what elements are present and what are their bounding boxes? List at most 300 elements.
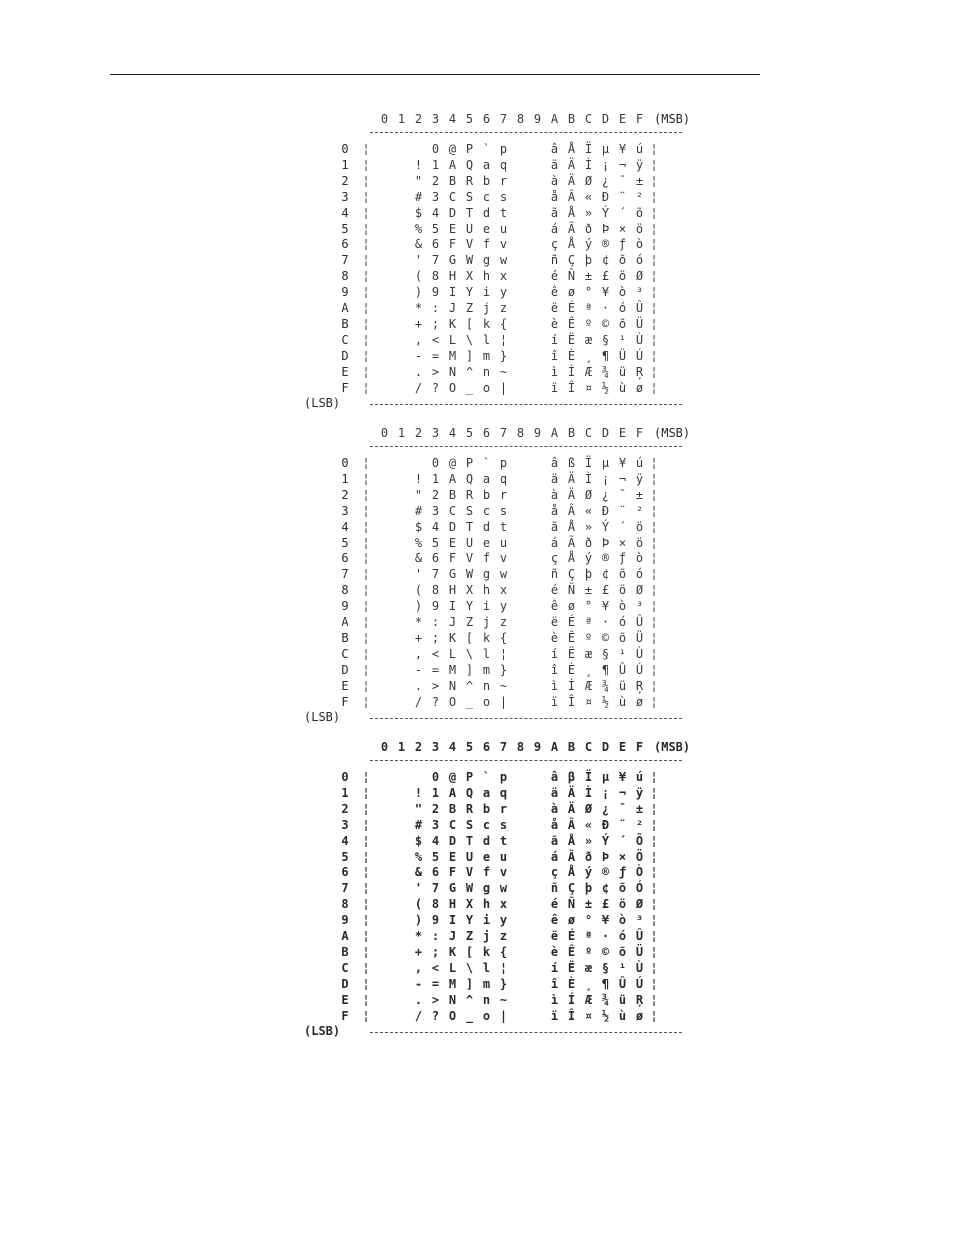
char-cell: å bbox=[550, 817, 559, 832]
right-separator: ¦ bbox=[650, 487, 658, 502]
char-cell: ø bbox=[635, 694, 644, 709]
char-cell: Å bbox=[567, 551, 576, 566]
column-header: F bbox=[635, 426, 644, 440]
char-cell: ¨ bbox=[618, 189, 627, 204]
right-separator: ¦ bbox=[650, 865, 658, 880]
char-cell: * bbox=[414, 301, 423, 315]
char-cell: ¿ bbox=[601, 487, 610, 502]
char-cell: Â bbox=[567, 817, 576, 832]
char-cell: R bbox=[465, 487, 474, 502]
column-header: 6 bbox=[482, 426, 491, 440]
column-header: D bbox=[601, 740, 610, 754]
char-cell: Ë bbox=[567, 332, 576, 347]
char-cell: ë bbox=[550, 615, 559, 629]
char-cell: m bbox=[482, 348, 491, 363]
char-cell: z bbox=[499, 615, 508, 629]
char-cell: W bbox=[465, 253, 474, 268]
left-separator: ¦ bbox=[362, 976, 370, 991]
char-cell: õ bbox=[618, 881, 627, 896]
char-cell: G bbox=[448, 567, 457, 582]
char-cell: h bbox=[482, 583, 491, 598]
column-header: 7 bbox=[499, 740, 508, 754]
char-cell: ¸ bbox=[584, 348, 593, 363]
char-cell: m bbox=[482, 976, 491, 991]
right-separator: ¦ bbox=[650, 785, 658, 800]
row-header: D bbox=[341, 662, 349, 677]
char-cell: ï bbox=[550, 380, 559, 395]
char-cell: [ bbox=[465, 944, 474, 959]
right-separator: ¦ bbox=[650, 332, 658, 347]
left-separator: ¦ bbox=[362, 332, 370, 347]
char-cell: ] bbox=[465, 348, 474, 363]
char-cell: 4 bbox=[431, 833, 440, 848]
char-cell: t bbox=[499, 205, 508, 220]
right-separator: ¦ bbox=[650, 976, 658, 991]
char-cell: ) bbox=[414, 285, 423, 300]
left-separator: ¦ bbox=[362, 1008, 370, 1023]
char-cell: V bbox=[465, 237, 474, 252]
char-cell: Ê bbox=[567, 316, 576, 331]
char-cell: Ù bbox=[635, 332, 644, 347]
column-header: A bbox=[550, 112, 559, 126]
char-cell: Ä bbox=[567, 785, 576, 800]
lsb-label: (LSB) bbox=[304, 1024, 341, 1039]
char-cell: T bbox=[465, 833, 474, 848]
char-cell: 0 bbox=[431, 142, 440, 156]
char-cell: Ú bbox=[635, 662, 644, 677]
left-separator: ¦ bbox=[362, 503, 370, 518]
char-cell: § bbox=[601, 646, 610, 661]
char-cell: S bbox=[465, 189, 474, 204]
char-cell: õ bbox=[618, 253, 627, 268]
char-cell: P bbox=[465, 142, 474, 156]
char-cell: ½ bbox=[601, 694, 610, 709]
char-cell: ó bbox=[635, 253, 644, 268]
char-cell: µ bbox=[601, 770, 610, 784]
left-separator: ¦ bbox=[362, 348, 370, 363]
char-cell: Å bbox=[567, 519, 576, 534]
char-cell: 9 bbox=[431, 599, 440, 614]
char-cell: Ù bbox=[635, 960, 644, 975]
char-cell: Ì bbox=[584, 157, 593, 172]
right-separator: ¦ bbox=[650, 929, 658, 943]
msb-label: (MSB) bbox=[654, 112, 691, 126]
char-cell: Ý bbox=[601, 833, 610, 848]
char-cell: á bbox=[550, 221, 559, 236]
char-cell: ¹ bbox=[618, 646, 627, 661]
char-cell: Ä bbox=[567, 471, 576, 486]
char-cell: 2 bbox=[431, 801, 440, 816]
row-header: 5 bbox=[341, 221, 349, 236]
char-cell: æ bbox=[584, 332, 593, 347]
right-separator: ¦ bbox=[650, 316, 658, 331]
char-cell: Ý bbox=[601, 205, 610, 220]
char-cell: ¶ bbox=[601, 976, 610, 991]
char-cell: q bbox=[499, 157, 508, 172]
char-cell: Ä bbox=[567, 157, 576, 172]
char-cell: b bbox=[482, 487, 491, 502]
char-cell: B bbox=[448, 801, 457, 816]
left-separator: ¦ bbox=[362, 364, 370, 379]
char-cell: 8 bbox=[431, 583, 440, 598]
char-cell: : bbox=[431, 301, 440, 315]
char-cell: k bbox=[482, 944, 491, 959]
right-separator: ¦ bbox=[650, 189, 658, 204]
char-cell: V bbox=[465, 551, 474, 566]
char-cell: g bbox=[482, 567, 491, 582]
char-cell: © bbox=[601, 944, 610, 959]
char-cell: æ bbox=[584, 646, 593, 661]
char-cell: ! bbox=[414, 157, 423, 172]
char-cell: Ê bbox=[567, 630, 576, 645]
char-cell: ² bbox=[635, 189, 644, 204]
row-header: 7 bbox=[341, 881, 349, 896]
char-cell: s bbox=[499, 503, 508, 518]
char-cell: ó bbox=[618, 615, 627, 629]
char-cell: º bbox=[584, 316, 593, 331]
left-separator: ¦ bbox=[362, 785, 370, 800]
column-header: 3 bbox=[431, 426, 440, 440]
column-header: 0 bbox=[380, 426, 389, 440]
char-cell: r bbox=[499, 801, 508, 816]
left-separator: ¦ bbox=[362, 833, 370, 848]
char-cell: _ bbox=[465, 380, 474, 395]
char-cell: ó bbox=[635, 567, 644, 582]
left-separator: ¦ bbox=[362, 487, 370, 502]
char-cell: ä bbox=[550, 471, 559, 486]
column-header: F bbox=[635, 112, 644, 126]
row-header: 6 bbox=[341, 865, 349, 880]
char-cell: 8 bbox=[431, 897, 440, 912]
left-separator: ¦ bbox=[362, 599, 370, 614]
char-cell: ¥ bbox=[601, 285, 610, 300]
char-cell: C bbox=[448, 503, 457, 518]
bottom-dashed-rule bbox=[370, 1032, 682, 1033]
right-separator: ¦ bbox=[650, 992, 658, 1007]
char-cell: Í bbox=[567, 678, 576, 693]
char-cell: ¦ bbox=[499, 646, 508, 661]
char-cell: ³ bbox=[635, 285, 644, 300]
char-cell: M bbox=[448, 662, 457, 677]
char-cell: è bbox=[550, 316, 559, 331]
row-header: 1 bbox=[341, 157, 349, 172]
char-cell: { bbox=[499, 944, 508, 959]
char-cell: } bbox=[499, 662, 508, 677]
char-cell: y bbox=[499, 913, 508, 928]
char-cell: ¥ bbox=[601, 599, 610, 614]
right-separator: ¦ bbox=[650, 157, 658, 172]
char-cell: ' bbox=[414, 881, 423, 896]
left-separator: ¦ bbox=[362, 913, 370, 928]
right-separator: ¦ bbox=[650, 348, 658, 363]
char-cell: ì bbox=[550, 678, 559, 693]
char-cell: ø bbox=[635, 1008, 644, 1023]
right-separator: ¦ bbox=[650, 817, 658, 832]
msb-label: (MSB) bbox=[654, 740, 691, 754]
row-header: 4 bbox=[341, 833, 349, 848]
left-separator: ¦ bbox=[362, 801, 370, 816]
row-header: 0 bbox=[341, 456, 349, 470]
char-cell: [ bbox=[465, 630, 474, 645]
char-cell: ü bbox=[618, 678, 627, 693]
right-separator: ¦ bbox=[650, 694, 658, 709]
char-cell: þ bbox=[584, 567, 593, 582]
char-cell: f bbox=[482, 865, 491, 880]
left-separator: ¦ bbox=[362, 142, 370, 156]
char-cell: 3 bbox=[431, 503, 440, 518]
char-cell: @ bbox=[448, 770, 457, 784]
char-cell: ê bbox=[550, 285, 559, 300]
column-header: 9 bbox=[533, 740, 542, 754]
char-cell: Z bbox=[465, 929, 474, 943]
char-cell: G bbox=[448, 881, 457, 896]
char-cell: . bbox=[414, 364, 423, 379]
char-cell: ¬ bbox=[618, 157, 627, 172]
char-cell: ; bbox=[431, 630, 440, 645]
char-cell: ß bbox=[567, 456, 576, 470]
column-header: B bbox=[567, 112, 576, 126]
column-header: 4 bbox=[448, 740, 457, 754]
char-cell: " bbox=[414, 173, 423, 188]
char-cell: E bbox=[448, 535, 457, 550]
right-separator: ¦ bbox=[650, 173, 658, 188]
char-cell: ½ bbox=[601, 1008, 610, 1023]
char-cell: ò bbox=[618, 285, 627, 300]
char-cell: õ bbox=[635, 205, 644, 220]
char-cell: > bbox=[431, 364, 440, 379]
char-cell: s bbox=[499, 189, 508, 204]
char-cell: ? bbox=[431, 1008, 440, 1023]
char-cell: Ò bbox=[635, 865, 644, 880]
char-cell: o bbox=[482, 380, 491, 395]
column-header: A bbox=[550, 740, 559, 754]
char-cell: P bbox=[465, 456, 474, 470]
char-cell: Ø bbox=[584, 487, 593, 502]
left-separator: ¦ bbox=[362, 205, 370, 220]
char-cell: y bbox=[499, 285, 508, 300]
char-cell: ª bbox=[584, 929, 593, 943]
char-cell: Û bbox=[635, 615, 644, 629]
char-cell: w bbox=[499, 253, 508, 268]
column-header: 1 bbox=[397, 426, 406, 440]
char-cell: â bbox=[550, 456, 559, 470]
right-separator: ¦ bbox=[650, 662, 658, 677]
right-separator: ¦ bbox=[650, 221, 658, 236]
char-cell: u bbox=[499, 221, 508, 236]
char-cell: É bbox=[567, 301, 576, 315]
char-cell: î bbox=[550, 976, 559, 991]
char-cell: S bbox=[465, 503, 474, 518]
column-header: C bbox=[584, 426, 593, 440]
char-cell: H bbox=[448, 897, 457, 912]
char-cell: 7 bbox=[431, 881, 440, 896]
char-cell: á bbox=[550, 535, 559, 550]
char-cell: { bbox=[499, 630, 508, 645]
char-cell: D bbox=[448, 833, 457, 848]
char-cell: # bbox=[414, 189, 423, 204]
char-cell: , bbox=[414, 960, 423, 975]
char-cell: â bbox=[550, 770, 559, 784]
char-cell: è bbox=[550, 944, 559, 959]
char-cell: / bbox=[414, 1008, 423, 1023]
char-cell: E bbox=[448, 849, 457, 864]
char-cell: õ bbox=[618, 567, 627, 582]
char-cell: ¶ bbox=[601, 348, 610, 363]
char-cell: , bbox=[414, 332, 423, 347]
char-cell: S bbox=[465, 817, 474, 832]
row-header: D bbox=[341, 976, 349, 991]
char-cell: 6 bbox=[431, 237, 440, 252]
char-cell: 7 bbox=[431, 567, 440, 582]
char-cell: u bbox=[499, 535, 508, 550]
char-cell: È bbox=[567, 348, 576, 363]
char-cell: í bbox=[550, 332, 559, 347]
char-cell: ä bbox=[550, 157, 559, 172]
char-cell: Z bbox=[465, 615, 474, 629]
char-cell: à bbox=[550, 173, 559, 188]
column-header: 2 bbox=[414, 426, 423, 440]
char-cell: @ bbox=[448, 142, 457, 156]
row-header: F bbox=[341, 694, 349, 709]
column-header: 1 bbox=[397, 112, 406, 126]
char-cell: 1 bbox=[431, 471, 440, 486]
right-separator: ¦ bbox=[650, 285, 658, 300]
char-cell: % bbox=[414, 221, 423, 236]
char-cell: ý bbox=[584, 865, 593, 880]
char-cell: ý bbox=[584, 551, 593, 566]
char-cell: a bbox=[482, 785, 491, 800]
char-cell: È bbox=[567, 976, 576, 991]
char-cell: ó bbox=[618, 929, 627, 943]
left-separator: ¦ bbox=[362, 471, 370, 486]
left-separator: ¦ bbox=[362, 301, 370, 315]
char-cell: § bbox=[601, 960, 610, 975]
char-cell: K bbox=[448, 630, 457, 645]
char-cell: á bbox=[550, 849, 559, 864]
left-separator: ¦ bbox=[362, 865, 370, 880]
char-cell: i bbox=[482, 285, 491, 300]
char-cell: % bbox=[414, 535, 423, 550]
row-header: 7 bbox=[341, 567, 349, 582]
char-cell: ¡ bbox=[601, 471, 610, 486]
char-cell: Ï bbox=[584, 770, 593, 784]
char-cell: 8 bbox=[431, 269, 440, 284]
char-cell: 9 bbox=[431, 913, 440, 928]
char-cell: # bbox=[414, 817, 423, 832]
row-header: A bbox=[341, 301, 349, 315]
char-cell: B bbox=[448, 487, 457, 502]
char-cell: õ bbox=[618, 630, 627, 645]
right-separator: ¦ bbox=[650, 897, 658, 912]
row-header: 2 bbox=[341, 173, 349, 188]
char-cell: Ø bbox=[635, 897, 644, 912]
row-header: 8 bbox=[341, 269, 349, 284]
char-cell: ¸ bbox=[584, 976, 593, 991]
char-cell: 5 bbox=[431, 849, 440, 864]
char-cell: ´ bbox=[618, 833, 627, 848]
char-cell: ¬ bbox=[618, 471, 627, 486]
char-cell: Ø bbox=[635, 269, 644, 284]
column-header: 5 bbox=[465, 112, 474, 126]
char-cell: Û bbox=[618, 976, 627, 991]
char-cell: H bbox=[448, 269, 457, 284]
char-cell: F bbox=[448, 551, 457, 566]
char-cell: f bbox=[482, 237, 491, 252]
char-cell: / bbox=[414, 694, 423, 709]
char-cell: ' bbox=[414, 253, 423, 268]
char-cell: Ç bbox=[567, 881, 576, 896]
char-cell: ^ bbox=[465, 364, 474, 379]
char-cell: B bbox=[448, 173, 457, 188]
char-cell: 3 bbox=[431, 189, 440, 204]
char-cell: w bbox=[499, 567, 508, 582]
char-cell: ÿ bbox=[635, 157, 644, 172]
char-cell: Ñ bbox=[567, 583, 576, 598]
char-cell: > bbox=[431, 992, 440, 1007]
char-cell: > bbox=[431, 678, 440, 693]
char-cell: ÿ bbox=[635, 471, 644, 486]
char-cell: ¡ bbox=[601, 157, 610, 172]
char-cell: ö bbox=[618, 583, 627, 598]
char-cell: Ñ bbox=[567, 269, 576, 284]
char-cell: A bbox=[448, 471, 457, 486]
column-header: C bbox=[584, 740, 593, 754]
char-cell: í bbox=[550, 646, 559, 661]
char-cell: < bbox=[431, 646, 440, 661]
char-cell: â bbox=[550, 142, 559, 156]
char-cell: X bbox=[465, 583, 474, 598]
char-cell: n bbox=[482, 678, 491, 693]
right-separator: ¦ bbox=[650, 519, 658, 534]
char-cell: 0 bbox=[431, 770, 440, 784]
char-cell: Ø bbox=[584, 173, 593, 188]
left-separator: ¦ bbox=[362, 237, 370, 252]
left-separator: ¦ bbox=[362, 849, 370, 864]
char-cell: Ç bbox=[567, 253, 576, 268]
row-header: 3 bbox=[341, 503, 349, 518]
char-cell: Ý bbox=[601, 519, 610, 534]
char-cell: ¶ bbox=[601, 662, 610, 677]
char-cell: ã bbox=[550, 519, 559, 534]
char-cell: D bbox=[448, 205, 457, 220]
char-cell: z bbox=[499, 301, 508, 315]
char-cell: β bbox=[567, 770, 576, 784]
char-cell: ¾ bbox=[601, 992, 610, 1007]
char-cell: = bbox=[431, 662, 440, 677]
char-cell: Å bbox=[567, 205, 576, 220]
char-cell: t bbox=[499, 519, 508, 534]
char-cell: ` bbox=[482, 142, 491, 156]
char-cell: j bbox=[482, 301, 491, 315]
char-cell: 7 bbox=[431, 253, 440, 268]
char-cell: | bbox=[499, 1008, 508, 1023]
column-header: 8 bbox=[516, 426, 525, 440]
char-cell: Æ bbox=[584, 992, 593, 1007]
char-cell: ¬ bbox=[618, 785, 627, 800]
char-cell: ã bbox=[550, 833, 559, 848]
left-separator: ¦ bbox=[362, 189, 370, 204]
char-cell: a bbox=[482, 471, 491, 486]
char-cell: Y bbox=[465, 599, 474, 614]
char-cell: l bbox=[482, 960, 491, 975]
char-cell: T bbox=[465, 519, 474, 534]
char-cell: c bbox=[482, 189, 491, 204]
char-cell: $ bbox=[414, 519, 423, 534]
column-header: 3 bbox=[431, 740, 440, 754]
char-cell: " bbox=[414, 487, 423, 502]
char-cell: ¸ bbox=[584, 662, 593, 677]
char-cell: ¾ bbox=[601, 678, 610, 693]
